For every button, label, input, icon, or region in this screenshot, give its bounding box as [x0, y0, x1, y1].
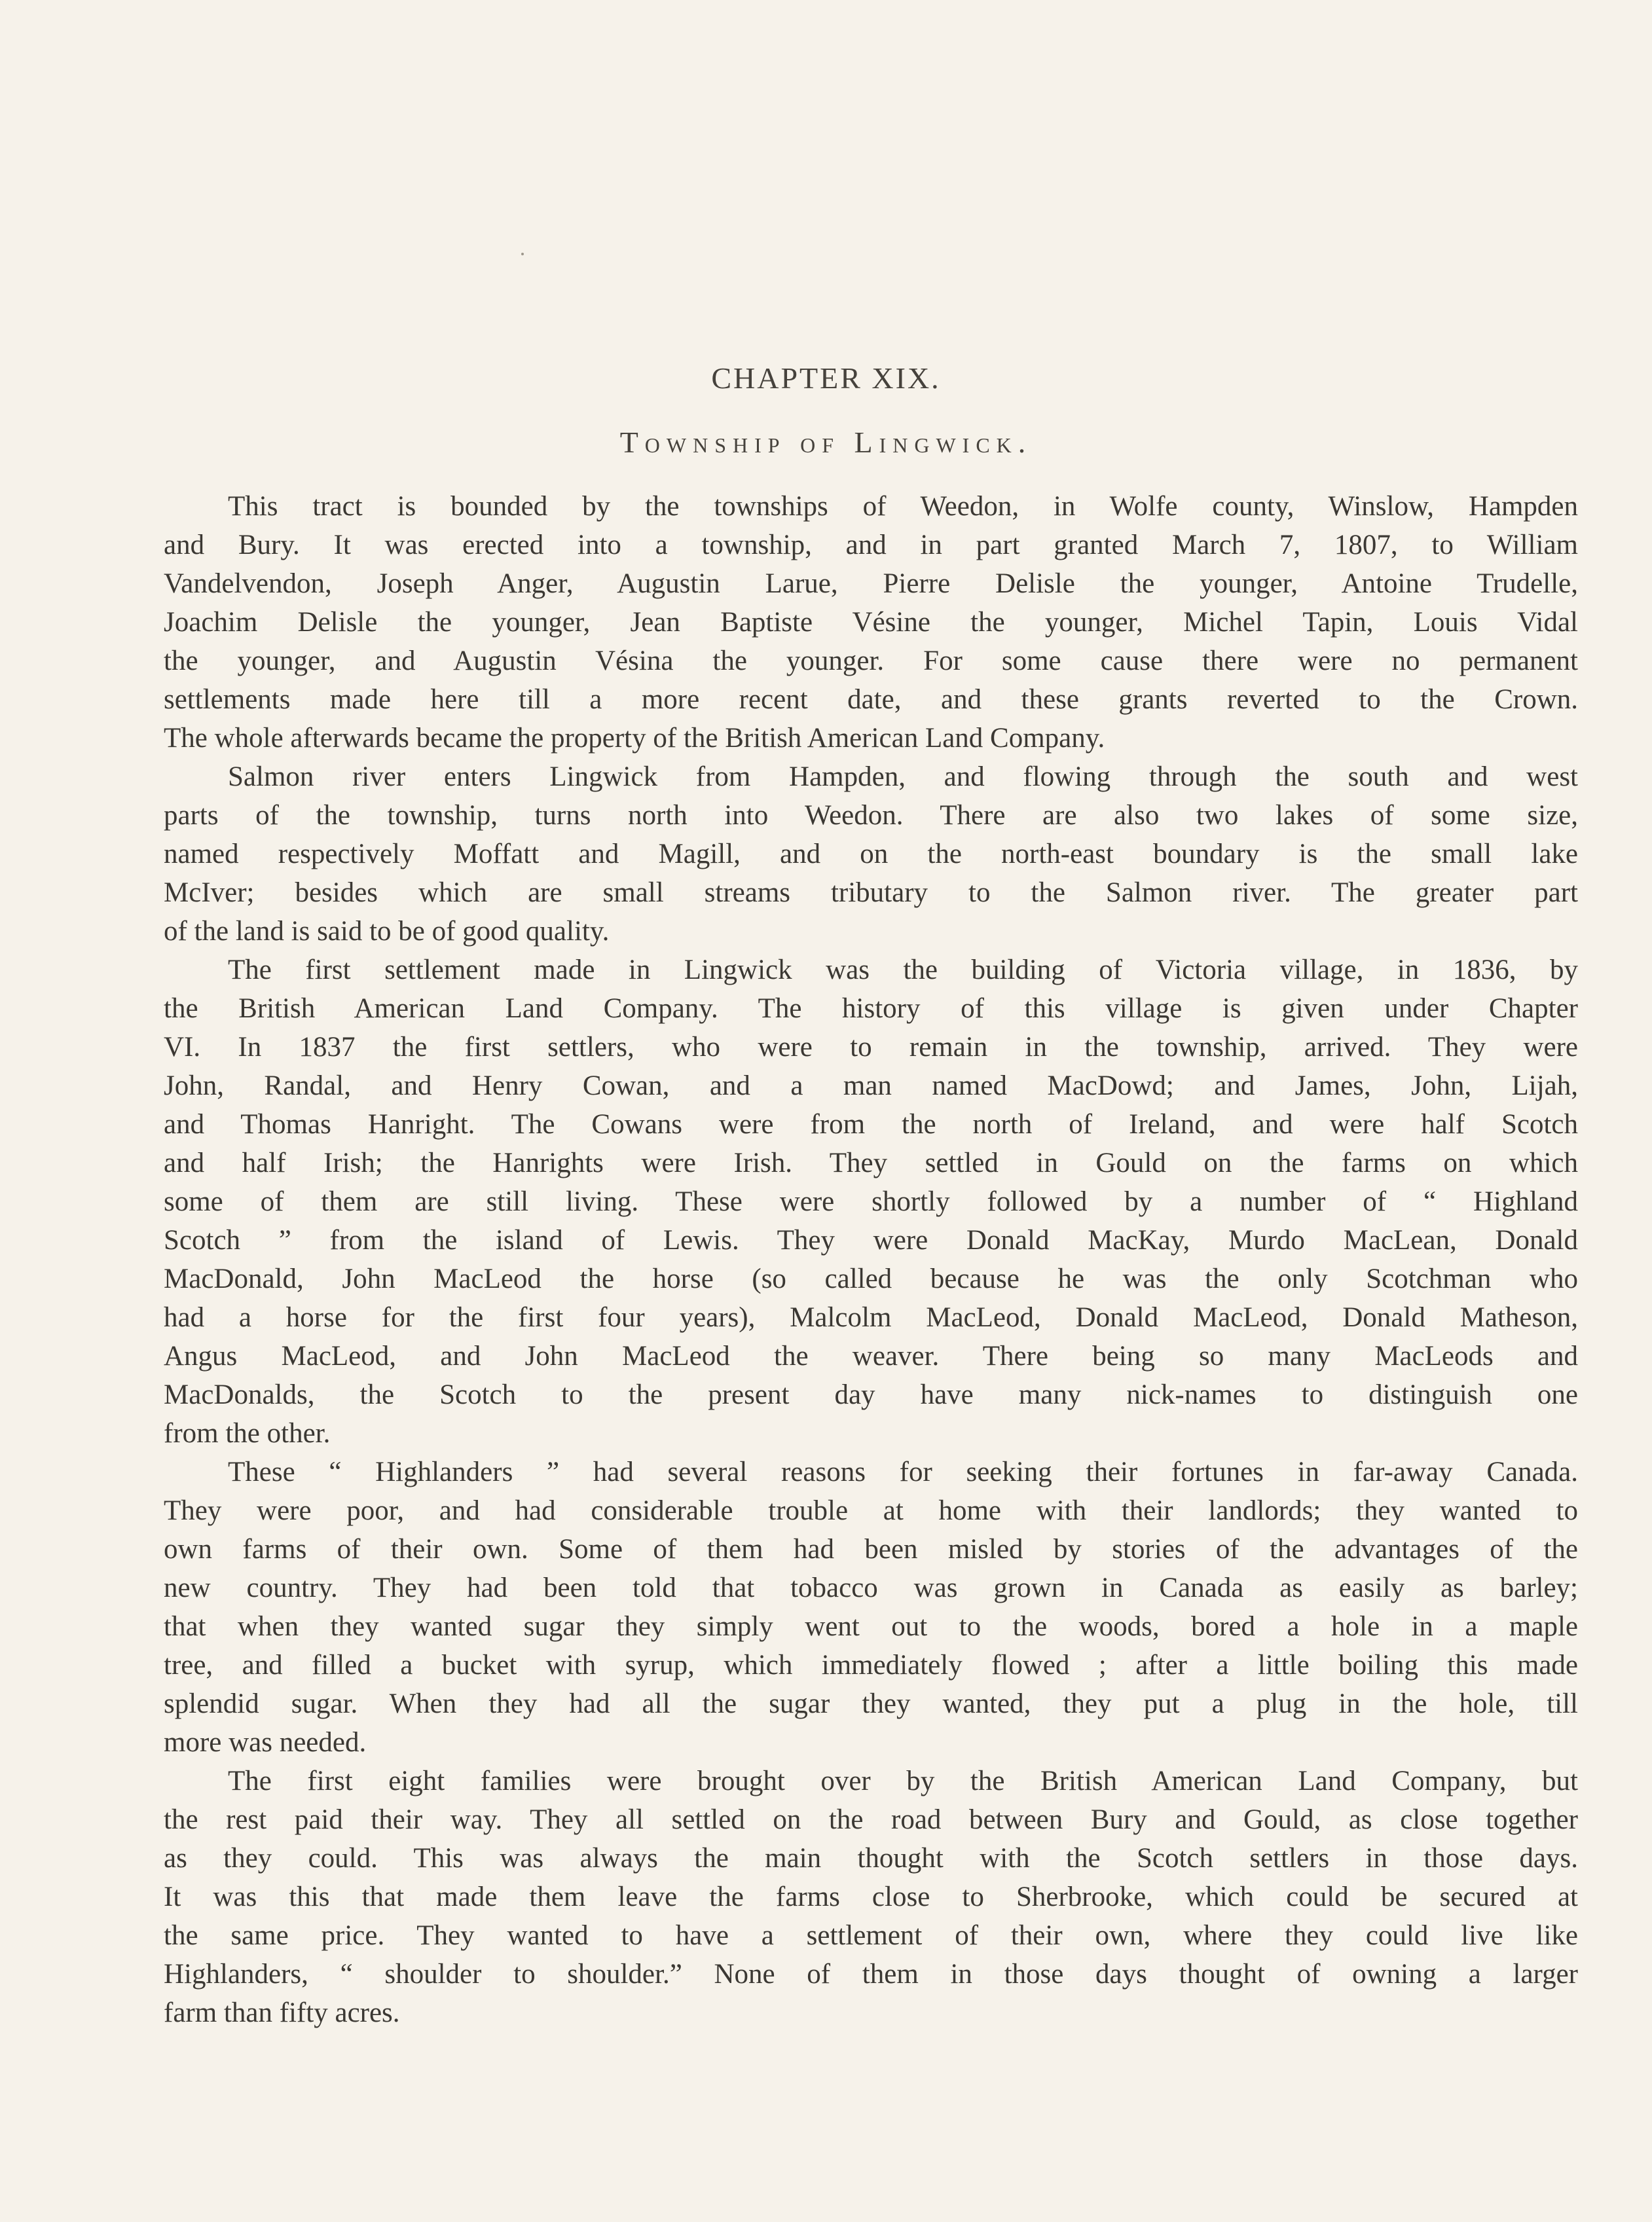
text-line: Joachim Delisle the younger, Jean Baptiste Vésine the younger, Michel Tapin, Louis Vidal	[164, 607, 1578, 638]
text-line: This tract is bounded by the townships of Weedon, in Wolfe county, Winslow, Hampden	[228, 491, 1578, 522]
text-line: MacDonald, John MacLeod the horse (so called because he was the only Scotchman who	[164, 1264, 1578, 1294]
paragraph	[164, 757, 1578, 951]
text-line: Highlanders, “ shoulder to shoulder.” None of them in those days thought of owning a larger	[164, 1959, 1578, 1990]
text-line: John, Randal, and Henry Cowan, and a man named MacDowd; and James, John, Lijah,	[164, 1070, 1578, 1101]
text-line: VI. In 1837 the first settlers, who were to remain in the township, arrived. They were	[164, 1032, 1578, 1063]
text-line: own farms of their own. Some of them had been misled by stories of the advantages of the	[164, 1534, 1578, 1565]
text-line: as they could. This was always the main thought with the Scotch settlers in those days.	[164, 1843, 1578, 1874]
text-line: Angus MacLeod, and John MacLeod the weaver. There being so many MacLeods and	[164, 1341, 1578, 1372]
text-line: of the land is said to be of good quality.	[164, 916, 610, 947]
text-line: parts of the township, turns north into Weedon. There are also two lakes of some size,	[164, 800, 1578, 831]
text-line: Salmon river enters Lingwick from Hampden, and flowing through the south and west	[228, 761, 1578, 792]
paragraph	[164, 487, 1578, 757]
text-line: the younger, and Augustin Vésina the younger. For some cause there were no permanent	[164, 646, 1578, 676]
text-line: the British American Land Company. The history of this village is given under Chapter	[164, 993, 1578, 1024]
text-line: and Thomas Hanright. The Cowans were from the north of Ireland, and were half Scotch	[164, 1109, 1578, 1140]
text-line: They were poor, and had considerable trouble at home with their landlords; they wanted to	[164, 1495, 1578, 1526]
text-line: and Bury. It was erected into a township, and in part granted March 7, 1807, to William	[164, 530, 1578, 560]
paragraph	[164, 1762, 1578, 2032]
text-line: the same price. They wanted to have a settlement of their own, where they could live like	[164, 1920, 1578, 1951]
text-line: and half Irish; the Hanrights were Irish. They settled in Gould on the farms on which	[164, 1148, 1578, 1178]
text-line: new country. They had been told that tobacco was grown in Canada as easily as barley;	[164, 1573, 1578, 1603]
text-line: It was this that made them leave the farms close to Sherbrooke, which could be secured at	[164, 1882, 1578, 1912]
paragraph	[164, 951, 1578, 1453]
paper-speck	[521, 253, 524, 255]
text-line: splendid sugar. When they had all the sugar they wanted, they put a plug in the hole, till	[164, 1688, 1578, 1719]
text-line: that when they wanted sugar they simply went out to the woods, bored a hole in a maple	[164, 1611, 1578, 1642]
text-line: These “ Highlanders ” had several reasons for seeking their fortunes in far-away Canada.	[228, 1457, 1578, 1487]
chapter-body	[164, 487, 1578, 2032]
text-line: The first eight families were brought over by the British American Land Company, but	[228, 1766, 1578, 1796]
text-line: The first settlement made in Lingwick was the building of Victoria village, in 1836, by	[228, 955, 1578, 985]
text-line: farm than fifty acres.	[164, 1997, 400, 2028]
text-line: Vandelvendon, Joseph Anger, Augustin Larue, Pierre Delisle the younger, Antoine Trudelle,	[164, 568, 1578, 599]
text-line: had a horse for the first four years), Malcolm MacLeod, Donald MacLeod, Donald Matheson,	[164, 1302, 1578, 1333]
text-line: named respectively Moffatt and Magill, and on the north-east boundary is the small lake	[164, 839, 1578, 869]
text-line: more was needed.	[164, 1727, 367, 1758]
text-line: settlements made here till a more recent date, and these grants reverted to the Crown.	[164, 684, 1578, 715]
text-line: The whole afterwards became the property of the British American Land Company.	[164, 723, 1105, 754]
text-line: from the other.	[164, 1418, 331, 1449]
text-line: tree, and filled a bucket with syrup, which immediately flowed ; after a little boiling this made	[164, 1650, 1578, 1681]
paragraph	[164, 1453, 1578, 1762]
text-line: the rest paid their way. They all settled on the road between Bury and Gould, as close together	[164, 1804, 1578, 1835]
text-line: McIver; besides which are small streams tributary to the Salmon river. The greater part	[164, 877, 1578, 908]
chapter-heading: CHAPTER XIX.	[711, 361, 941, 395]
chapter-subtitle: Township of Lingwick.	[619, 426, 1033, 459]
text-line: MacDonalds, the Scotch to the present day have many nick-names to distinguish one	[164, 1379, 1578, 1410]
text-line: Scotch ” from the island of Lewis. They were Donald MacKay, Murdo MacLean, Donald	[164, 1225, 1578, 1256]
text-line: some of them are still living. These were shortly followed by a number of “ Highland	[164, 1186, 1578, 1217]
